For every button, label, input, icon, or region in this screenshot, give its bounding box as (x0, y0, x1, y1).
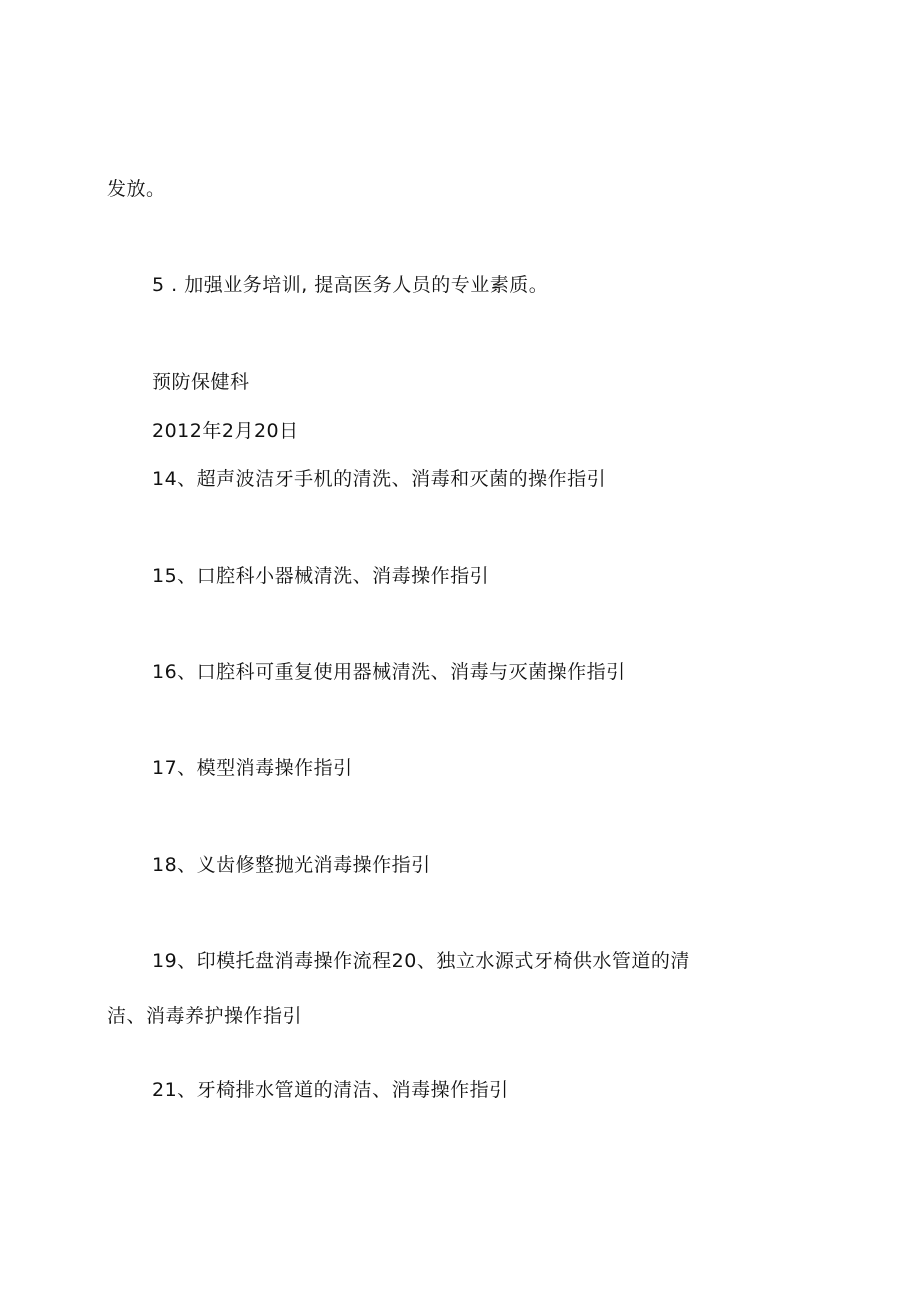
text-line-continuation: 发放。 (107, 178, 166, 200)
text-line-item-20-continuation: 洁、消毒养护操作指引 (107, 1005, 303, 1027)
text-line-item-17: 17、模型消毒操作指引 (152, 757, 353, 779)
text-line-date: 2012年2月20日 (152, 420, 299, 442)
text-line-item-15: 15、口腔科小器械清洗、消毒操作指引 (152, 565, 490, 587)
text-line-department: 预防保健科 (152, 371, 250, 393)
text-line-item-21: 21、牙椅排水管道的清洁、消毒操作指引 (152, 1079, 509, 1101)
text-line-item-16: 16、口腔科可重复使用器械清洗、消毒与灭菌操作指引 (152, 661, 626, 683)
text-line-item-19-20: 19、印模托盘消毒操作流程20、独立水源式牙椅供水管道的清 (152, 950, 690, 972)
text-line-item-14: 14、超声波洁牙手机的清洗、消毒和灭菌的操作指引 (152, 468, 607, 490)
text-line-item-18: 18、义齿修整抛光消毒操作指引 (152, 854, 431, 876)
text-line-item-5: 5 . 加强业务培训, 提高医务人员的专业素质。 (152, 274, 549, 296)
